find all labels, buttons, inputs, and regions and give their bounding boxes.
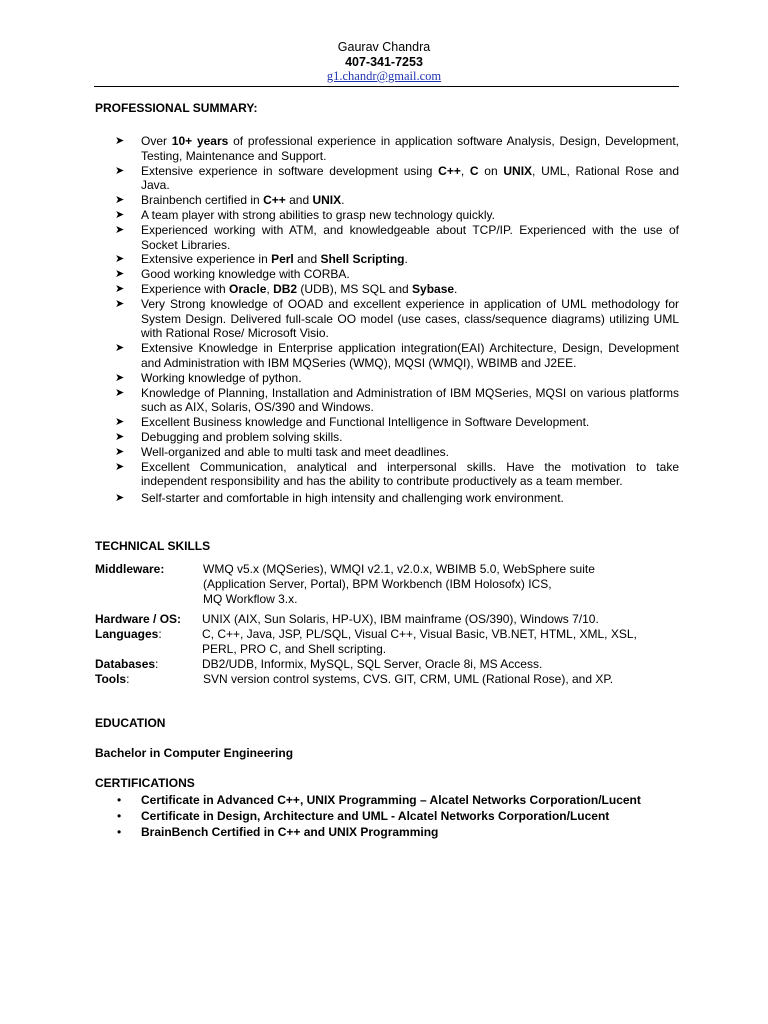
- summary-item-text: Very Strong knowledge of OOAD and excellent experience in application of UML methodology for System Design. Delivered full-scale OO model (use cases, class/sequence diagrams) utilizing UML with Rational Rose/ Microsoft Visio.: [141, 296, 679, 341]
- summary-item-emphasis: 10+ years: [171, 134, 229, 148]
- skill-label-colon: :: [155, 657, 159, 671]
- skill-value-line: C, C++, Java, JSP, PL/SQL, Visual C++, Visual Basic, VB.NET, HTML, XML, XSL,: [202, 627, 637, 641]
- skill-value: [203, 562, 680, 606]
- summary-item-text: and: [293, 252, 321, 267]
- skill-label: [95, 627, 162, 642]
- skill-value-line: (Application Server, Portal), BPM Workbench (IBM Holosofx) ICS,: [203, 576, 552, 591]
- skill-value-line: PERL, PRO C, and Shell scripting.: [202, 641, 387, 656]
- summary-item-emphasis: UNIX: [503, 163, 533, 178]
- summary-item-text: Brainbench certified in: [141, 193, 264, 208]
- summary-item-text: .: [341, 193, 345, 208]
- summary-item-text: Debugging and problem solving skills.: [141, 429, 343, 444]
- certification-text: Certificate in Design, Architecture and UML - Alcatel Networks Corporation/Lucent: [141, 809, 610, 823]
- dot-bullet-icon: •: [117, 793, 122, 807]
- summary-item-text: .: [454, 281, 458, 296]
- arrowhead-bullet-icon: ➤: [115, 371, 125, 384]
- summary-item-text: (UDB), MS SQL and: [297, 281, 413, 296]
- summary-item-text: Excellent Communication, analytical and interpersonal skills. Have the motivation to take independent responsibility and has the ability to contribute productively as a team member.: [141, 459, 679, 489]
- summary-item-text: A team player with strong abilities to grasp new technology quickly.: [141, 207, 495, 222]
- summary-item-text: of professional experience in application software Analysis, Design, Development, Testing, Maintenance and Support.: [141, 134, 679, 163]
- education-heading: EDUCATION: [95, 716, 166, 730]
- header-divider: [94, 86, 679, 87]
- arrowhead-bullet-icon: ➤: [115, 430, 125, 443]
- professional-summary-heading: PROFESSIONAL SUMMARY:: [95, 101, 258, 115]
- skill-value: [202, 657, 679, 672]
- summary-item: [95, 267, 679, 282]
- professional-summary-list: [95, 134, 679, 506]
- skill-value: [202, 612, 679, 627]
- summary-item-text: on: [478, 163, 504, 178]
- arrowhead-bullet-icon: ➤: [115, 492, 125, 505]
- certification-item: [95, 808, 679, 824]
- summary-item-text: Extensive experience in software development using: [141, 163, 439, 178]
- summary-item-text: Excellent Business knowledge and Functional Intelligence in Software Development.: [141, 415, 590, 430]
- skill-label-text: Middleware:: [95, 562, 165, 576]
- candidate-name: Gaurav Chandra: [337, 40, 431, 54]
- summary-item: [95, 282, 679, 297]
- summary-item: [95, 386, 679, 416]
- summary-item-emphasis: C++: [263, 193, 286, 208]
- summary-item: [95, 460, 679, 490]
- arrowhead-bullet-icon: ➤: [115, 208, 125, 221]
- skill-label: [95, 612, 181, 627]
- summary-item: [95, 415, 679, 430]
- skill-label: [95, 657, 158, 672]
- summary-item-text: Experienced working with ATM, and knowledgeable about TCP/IP. Experienced with the use of Socket Libraries.: [141, 222, 679, 252]
- summary-item: [95, 341, 679, 371]
- summary-item-emphasis: Shell Scripting: [320, 252, 405, 267]
- arrowhead-bullet-icon: ➤: [115, 282, 125, 295]
- summary-item-text: Well-organized and able to multi task and meet deadlines.: [141, 444, 449, 459]
- arrowhead-bullet-icon: ➤: [115, 386, 125, 399]
- arrowhead-bullet-icon: ➤: [115, 342, 125, 355]
- summary-item-text: Experience with: [141, 281, 230, 296]
- summary-item-text: Over: [141, 134, 172, 148]
- arrowhead-bullet-icon: ➤: [115, 445, 125, 458]
- summary-item: [95, 223, 679, 253]
- arrowhead-bullet-icon: ➤: [115, 223, 125, 236]
- certifications-heading: CERTIFICATIONS: [95, 776, 195, 790]
- dot-bullet-icon: •: [117, 825, 122, 839]
- skill-label-text: Databases: [95, 657, 156, 671]
- dot-bullet-icon: •: [117, 809, 122, 823]
- certifications-list: [95, 792, 679, 840]
- summary-item-text: and: [285, 193, 313, 208]
- summary-item-text: ,: [266, 281, 274, 296]
- summary-item-emphasis: C++: [438, 163, 461, 178]
- summary-item: [95, 208, 679, 223]
- skill-label: [95, 672, 129, 687]
- summary-item: [95, 445, 679, 460]
- summary-item: [95, 252, 679, 267]
- summary-item: [95, 164, 679, 194]
- summary-item-text: Knowledge of Planning, Installation and Administration of IBM MQSeries, MQSI on various platforms such as AIX, Solaris, OS/390 and Windows.: [141, 385, 679, 415]
- summary-item-emphasis: Oracle: [229, 281, 267, 296]
- skill-value-line: MQ Workflow 3.x.: [203, 591, 298, 606]
- arrowhead-bullet-icon: ➤: [115, 416, 125, 429]
- email-link[interactable]: g1.chandr@gmail.com: [326, 69, 442, 83]
- summary-item: [95, 193, 679, 208]
- summary-item-text: , UML, Rational Rose and Java.: [141, 163, 680, 193]
- skill-value: [203, 672, 680, 687]
- summary-item: [95, 371, 679, 386]
- arrowhead-bullet-icon: ➤: [115, 297, 125, 310]
- arrowhead-bullet-icon: ➤: [115, 135, 125, 147]
- skill-value-line: SVN version control systems, CVS. GIT, CRM, UML (Rational Rose), and XP.: [203, 672, 614, 686]
- arrowhead-bullet-icon: ➤: [115, 164, 125, 177]
- summary-item: [95, 297, 679, 341]
- phone-number: 407-341-7253: [345, 55, 423, 69]
- arrowhead-bullet-icon: ➤: [115, 194, 125, 207]
- skill-label-colon: :: [126, 672, 130, 686]
- summary-item-text: Working knowledge of python.: [141, 370, 302, 385]
- summary-item-text: Good working knowledge with CORBA.: [141, 267, 350, 282]
- certification-text: Certificate in Advanced C++, UNIX Programming – Alcatel Networks Corporation/Lucent: [141, 793, 641, 807]
- summary-item-text: .: [404, 252, 408, 267]
- summary-item: [95, 491, 679, 506]
- summary-item-emphasis: UNIX: [312, 193, 342, 208]
- arrowhead-bullet-icon: ➤: [115, 460, 125, 473]
- skill-label-text: Hardware / OS:: [95, 612, 182, 626]
- summary-item: [95, 430, 679, 445]
- skill-label: [95, 562, 164, 577]
- summary-item-emphasis: Sybase: [412, 281, 455, 296]
- summary-item-emphasis: C: [469, 163, 479, 178]
- certification-item: [95, 824, 679, 840]
- skill-label-text: Languages: [95, 627, 159, 641]
- summary-item-emphasis: DB2: [273, 281, 298, 296]
- summary-item-text: Extensive Knowledge in Enterprise application integration(EAI) Architecture, Design, Development and Administration with IBM MQSeries (WMQ), MQSI (WMQI), WBIMB and J2EE.: [141, 341, 679, 370]
- arrowhead-bullet-icon: ➤: [115, 253, 125, 266]
- skill-value-line: DB2/UDB, Informix, MySQL, SQL Server, Oracle 8i, MS Access.: [202, 657, 543, 671]
- skill-value-line: UNIX (AIX, Sun Solaris, HP-UX), IBM mainframe (OS/390), Windows 7/10.: [202, 612, 599, 626]
- certification-item: [95, 792, 679, 808]
- skill-value: [202, 627, 679, 657]
- skill-label-text: Tools: [95, 672, 127, 686]
- summary-item: [95, 134, 679, 164]
- arrowhead-bullet-icon: ➤: [115, 268, 125, 281]
- summary-item-text: ,: [460, 163, 470, 178]
- technical-skills-heading: TECHNICAL SKILLS: [95, 539, 211, 553]
- summary-item-text: Self-starter and comfortable in high intensity and challenging work environment.: [141, 491, 564, 506]
- summary-item-text: Extensive experience in: [141, 252, 272, 267]
- degree: Bachelor in Computer Engineering: [95, 746, 294, 760]
- skill-label-colon: :: [158, 627, 162, 641]
- skill-value-line: WMQ v5.x (MQSeries), WMQI v2.1, v2.0.x, WBIMB 5.0, WebSphere suite: [203, 562, 595, 576]
- certification-text: BrainBench Certified in C++ and UNIX Programming: [141, 825, 439, 839]
- summary-item-emphasis: Perl: [271, 252, 294, 267]
